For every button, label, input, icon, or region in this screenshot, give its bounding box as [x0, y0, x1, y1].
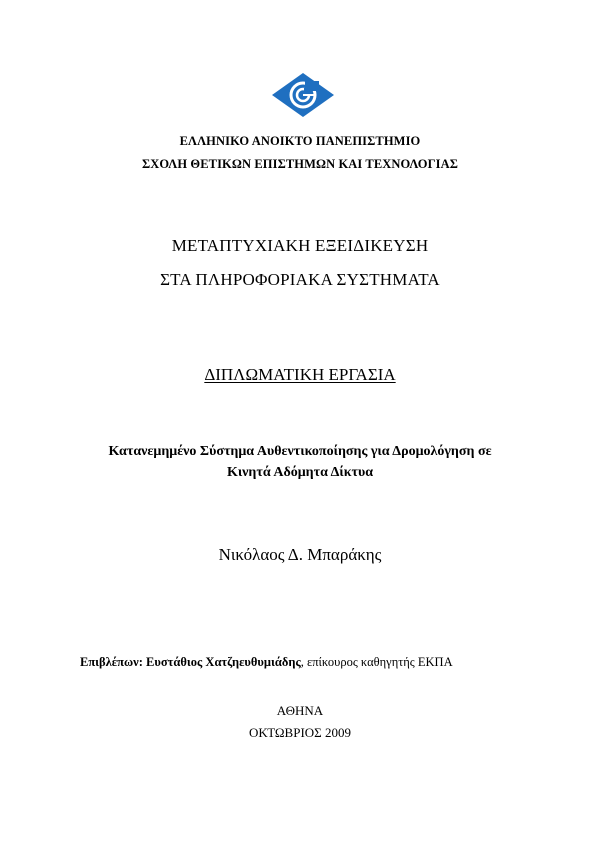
supervisor-role: , επίκουρος καθηγητής ΕΚΠΑ [300, 655, 453, 669]
programme-line-2: ΣΤΑ ΠΛΗΡΟΦΟΡΙΑΚΑ ΣΥΣΤΗΜΑΤΑ [160, 270, 440, 289]
school-name: ΣΧΟΛΗ ΘΕΤΙΚΩΝ ΕΠΙΣΤΗΜΩΝ ΚΑΙ ΤΕΧΝΟΛΟΓΙΑΣ [141, 157, 458, 171]
city: ΑΘΗΝΑ [276, 703, 324, 718]
programme-line-1: ΜΕΤΑΠΤΥΧΙΑΚΗ ΕΞΕΙΔΙΚΕΥΣΗ [171, 236, 429, 255]
eap-university-logo-icon [272, 73, 334, 117]
thesis-title-line-1: Κατανεμημένο Σύστημα Αυθεντικοποίησης για Δρομολόγηση σε [108, 444, 492, 459]
thesis-title-line-2: Κινητά Αδόμητα Δίκτυα [226, 465, 374, 480]
supervisor-line [80, 655, 453, 670]
supervisor-label: Επιβλέπων: [80, 655, 143, 669]
date: ΟΚΤΩΒΡΙΟΣ 2009 [248, 725, 351, 740]
thesis-label: ΔΙΠΛΩΜΑΤΙΚΗ ΕΡΓΑΣΙΑ [204, 365, 396, 384]
supervisor-name: Ευστάθιος Χατζηευθυμιάδης [146, 655, 301, 669]
university-name: ΕΛΛΗΝΙΚΟ ΑΝΟΙΚΤΟ ΠΑΝΕΠΙΣΤΗΜΙΟ [179, 134, 421, 148]
author-name: Νικόλαος Δ. Μπαράκης [218, 545, 382, 564]
